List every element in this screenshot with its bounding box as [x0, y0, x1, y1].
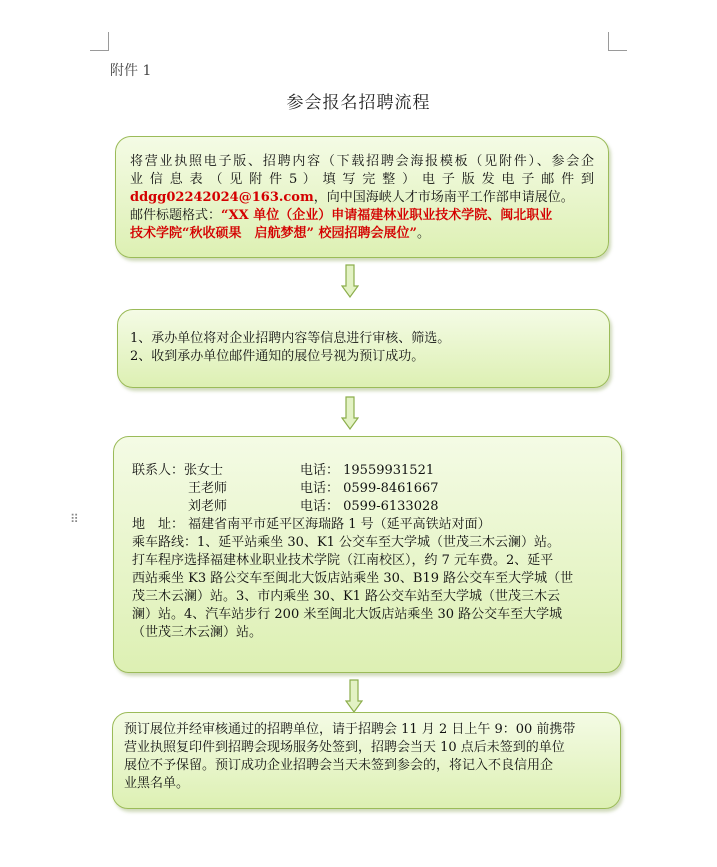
attachment-label: 附件 1	[110, 63, 152, 79]
down-arrow-icon	[341, 264, 359, 298]
contact-row	[132, 498, 607, 516]
subject-end: 。	[416, 226, 430, 241]
step1-line1: 将营业执照电子版、招聘内容（下载招聘会海报模板（见附件）、参会企	[130, 154, 594, 169]
route-line: 茂三木云澜）站。3、市内乘坐 30、K1 路公交车站至大学城（世茂三木云	[132, 589, 561, 604]
subject-label: 邮件标题格式：	[130, 208, 222, 223]
subject-format-2: 技术学院“秋收硕果 启航梦想” 校园招聘会展位”	[130, 226, 417, 241]
route-line: 西站乘坐 K3 路公交车至闽北大饭店站乘坐 30、B19 路公交车至大学城（世	[132, 571, 574, 586]
step2-box	[117, 309, 610, 388]
subject-format-1: “XX 单位（企业）申请福建林业职业技术学院、闽北职业	[221, 208, 553, 223]
contact-phone: 电话： 19559931521	[300, 463, 435, 478]
step2-item1: 1、承办单位将对企业招聘内容等信息进行审核、筛选。	[130, 331, 451, 346]
address: 地 址： 福建省南平市延平区海瑞路 1 号（延平高铁站对面）	[132, 517, 491, 532]
contact-name: 联系人：张女士	[132, 463, 224, 478]
step4-line: 营业执照复印件到招聘会现场服务处签到，招聘会当天 10 点后未签到的单位	[124, 740, 565, 755]
route-line: 乘车路线：1、延平站乘坐 30、K1 公交车至大学城（世茂三木云澜）站。	[132, 535, 561, 550]
down-arrow-icon	[345, 679, 363, 713]
step1-box	[115, 136, 609, 258]
route-line: 打车程序选择福建林业职业技术学院（江南校区），约 7 元车费。2、延平	[132, 553, 554, 568]
drag-handle-icon[interactable]: ⠿	[70, 512, 79, 526]
contact-row	[132, 480, 607, 498]
page-corner-mark-top-right	[608, 32, 627, 51]
step1-line3	[130, 189, 594, 207]
step4-box	[112, 712, 621, 809]
contact-phone: 电话： 0599-8461667	[300, 481, 439, 496]
down-arrow-icon	[341, 396, 359, 430]
contact-name: 刘老师	[188, 499, 228, 514]
contact-name: 王老师	[188, 481, 228, 496]
step4-line: 展位不予保留。预订成功企业招聘会当天未签到参会的，将记入不良信用企	[124, 758, 554, 773]
route-line: 澜）站。4、汽车站步行 200 米至闽北大饭店站乘坐 30 路公交车至大学城	[132, 607, 563, 622]
route-line: （世茂三木云澜）站。	[132, 625, 263, 640]
step4-line: 预订展位并经审核通过的招聘单位，请于招聘会 11 月 2 日上午 9：00 前携带	[124, 722, 576, 737]
step1-subject-cont	[130, 225, 594, 243]
page-corner-mark-top-left	[90, 32, 109, 51]
step1-line3-text: ，向中国海峡人才市场南平工作部申请展位。	[313, 190, 574, 205]
step1-line2: 业 信 息 表 （ 见 附 件 5 ） 填 写 完 整 ） 电 子 版 发 电 子 邮 件 到	[130, 172, 594, 187]
step3-box	[113, 436, 622, 673]
contact-email: ddgg02242024@163.com	[130, 190, 314, 205]
contact-phone: 电话： 0599-6133028	[300, 499, 439, 514]
step1-subject	[130, 207, 594, 225]
step2-item2: 2、收到承办单位邮件通知的展位号视为预订成功。	[130, 349, 425, 364]
contact-row	[132, 462, 607, 480]
page-title: 参会报名招聘流程	[286, 93, 431, 113]
step4-line: 业黑名单。	[124, 776, 190, 791]
